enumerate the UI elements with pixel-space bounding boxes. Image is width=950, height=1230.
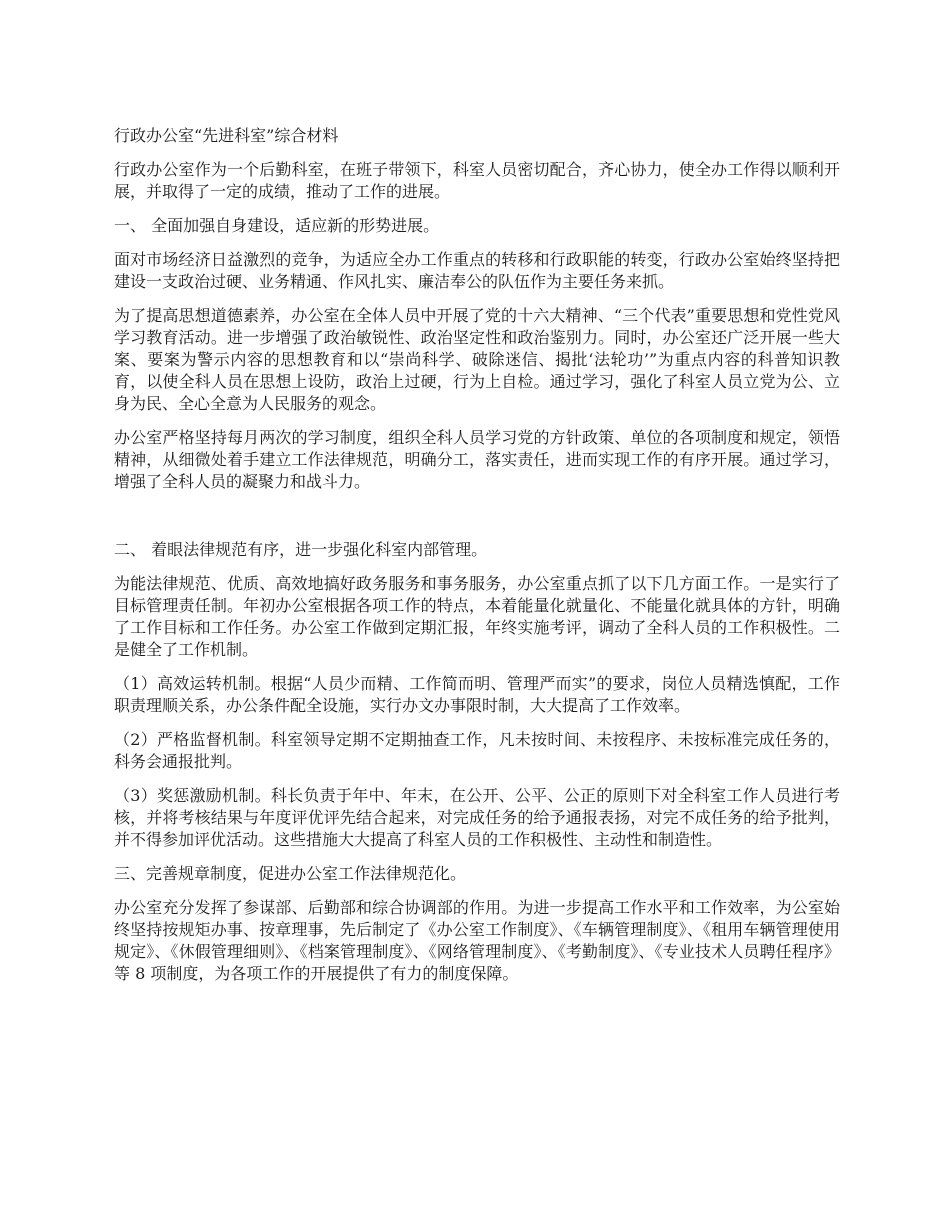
paragraph-1-2: 为了提高思想道德素养，办公室在全体人员中开展了党的十六大精神、“三个代表”重要思想和党性党风学习教育活动。进一步增强了政治敏锐性、政治坚定性和政治鉴别力。同时，办公室还广泛开展一些大案、要案为警示内容的思想教育和以“崇尚科学、破除迷信、揭批‘法轮功’”为重点内容的科普知识教育，以使全科人员在思想上设防，政治上过硬，行为上自检。通过学习，强化了科室人员立党为公、立身为民、全心全意为人民服务的观念。 <box>114 306 840 413</box>
paragraph-2-4: （3）奖惩激励机制。科长负责于年中、年末，在公开、公平、公正的原则下对全科室工作人员进行考核，并将考核结果与年度评优评先结合起来，对完成任务的给予通报表扬，对完不成任务的给予批判，并不得参加评优活动。这些措施大大提高了科室人员的工作积极性、主动性和制造性。 <box>114 786 840 849</box>
paragraph-1-1: 面对市场经济日益激烈的竞争，为适应全办工作重点的转移和行政职能的转变，行政办公室始终坚持把建设一支政治过硬、业务精通、作风扎实、廉洁奉公的队伍作为主要任务来抓。 <box>114 250 840 291</box>
section-heading-2: 二、 着眼法律规范有序，进一步强化科室内部管理。 <box>114 540 488 559</box>
paragraph-intro: 行政办公室作为一个后勤科室，在班子带领下，科室人员密切配合，齐心协力，使全办工作得以顺利开展，并取得了一定的成绩，推动了工作的进展。 <box>114 160 840 201</box>
section-heading-3: 三、完善规章制度，促进办公室工作法律规范化。 <box>114 864 467 883</box>
paragraph-1-3: 办公室严格坚持每月两次的学习制度，组织全科人员学习党的方针政策、单位的各项制度和规定，领悟精神，从细微处着手建立工作法律规范，明确分工，落实责任，进而实现工作的有序开展。通过学习，增强了全科人员的凝聚力和战斗力。 <box>114 428 840 491</box>
section-heading-1: 一、 全面加强自身建设，适应新的形势进展。 <box>114 216 440 235</box>
document-title: 行政办公室“先进科室”综合材料 <box>114 126 339 145</box>
paragraph-2-3: （2）严格监督机制。科室领导定期不定期抽查工作，凡未按时间、未按程序、未按标准完成任务的，科务会通报批判。 <box>114 730 840 771</box>
paragraph-2-1: 为能法律规范、优质、高效地搞好政务服务和事务服务，办公室重点抓了以下几方面工作。一是实行了目标管理责任制。年初办公室根据各项工作的特点，本着能量化就量化、不能量化就具体的方针，明确了工作目标和工作任务。办公室工作做到定期汇报，年终实施考评，调动了全科人员的工作积极性。二是健全了工作机制。 <box>114 574 840 659</box>
document-body <box>114 125 840 997</box>
section-gap <box>114 505 840 539</box>
paragraph-3-1: 办公室充分发挥了参谋部、后勤部和综合协调部的作用。为进一步提高工作水平和工作效率，为公室始终坚持按规矩办事、按章理事，先后制定了《办公室工作制度》、《车辆管理制度》、《租用车辆管理使用规定》、《休假管理细则》、《档案管理制度》、《网络管理制度》、《考勤制度》、《专业技术人员聘任程序》等 8 项制度，为各项工作的开展提供了有力的制度保障。 <box>114 898 840 983</box>
paragraph-2-2: （1）高效运转机制。根据“人员少而精、工作简而明、管理严而实”的要求，岗位人员精选慎配，工作职责理顺关系，办公条件配全设施，实行办文办事限时制，大大提高了工作效率。 <box>114 674 840 715</box>
